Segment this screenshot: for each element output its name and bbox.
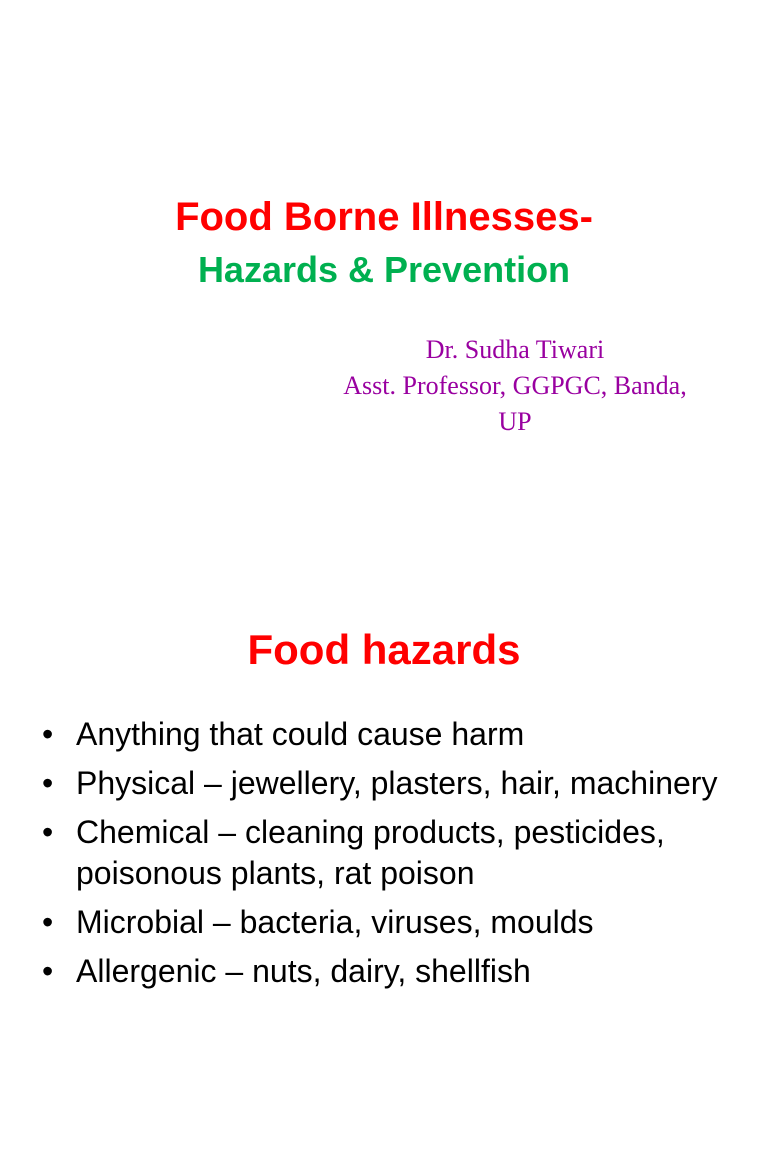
bullet-icon: • <box>42 716 54 752</box>
list-item-text: Anything that could cause harm <box>76 716 525 752</box>
food-hazards-slide <box>0 576 768 1152</box>
list-item <box>42 763 732 804</box>
bullet-icon: • <box>42 765 54 801</box>
author-block <box>300 332 730 440</box>
hazard-list <box>42 714 732 1000</box>
list-item <box>42 951 732 992</box>
bullet-icon: • <box>42 904 54 940</box>
bullet-icon: • <box>42 814 54 850</box>
author-name: Dr. Sudha Tiwari <box>425 335 605 364</box>
list-item <box>42 902 732 943</box>
author-affiliation: Asst. Professor, GGPGC, Banda, <box>343 371 687 400</box>
list-item-text: Physical – jewellery, plasters, hair, machinery <box>76 765 718 801</box>
list-item <box>42 714 732 755</box>
list-item <box>42 812 732 894</box>
bullet-icon: • <box>42 953 54 989</box>
presentation-title: Food Borne Illnesses- <box>175 195 593 239</box>
list-item-text: Microbial – bacteria, viruses, moulds <box>76 904 594 940</box>
list-item-text: Chemical – cleaning products, pesticides, poisonous plants, rat poison <box>76 814 665 891</box>
list-item-text: Allergenic – nuts, dairy, shellfish <box>76 953 531 989</box>
slide-title: Food hazards <box>247 626 521 673</box>
author-affiliation-cont: UP <box>498 407 532 436</box>
presentation-subtitle: Hazards & Prevention <box>197 249 571 290</box>
